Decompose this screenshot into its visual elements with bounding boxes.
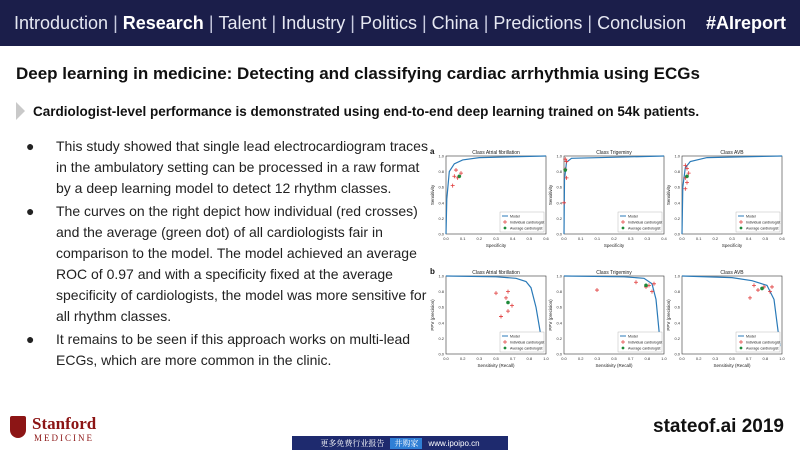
- y-tick-label: 0.2: [438, 215, 444, 221]
- logo-top-text: Stanford: [32, 414, 97, 433]
- legend-label: Individual cardiologist: [628, 340, 663, 345]
- y-tick-label: 1.0: [674, 273, 680, 279]
- nav-separator: |: [208, 12, 214, 33]
- nav-separator: |: [483, 12, 489, 33]
- panel-title: Class Atrial fibrillation: [472, 270, 520, 276]
- banner-text: 更多免费行业报告: [320, 438, 385, 448]
- legend-label: Individual cardiologist: [628, 220, 663, 225]
- chevron-right-icon: [16, 102, 25, 120]
- x-tick-label: 0.8: [762, 356, 769, 361]
- slide-subtitle: Cardiologist-level performance is demonstrated using end-to-end deep learning trained on 54k patients.: [33, 103, 700, 119]
- y-tick-label: 0.6: [556, 304, 562, 310]
- y-tick-label: 0.2: [674, 335, 680, 341]
- average-cardiologist-dot: [760, 287, 764, 291]
- x-tick-label: 0.2: [577, 356, 584, 361]
- legend-label: Individual cardiologist: [746, 340, 781, 345]
- x-axis-label: Sensitivity (Recall): [595, 363, 633, 368]
- chart-panel: [548, 270, 668, 368]
- y-tick-label: 0.8: [674, 169, 680, 175]
- y-tick-label: 1.0: [556, 153, 562, 159]
- x-tick-label: 0.5: [729, 356, 735, 361]
- source-banner[interactable]: [292, 436, 508, 450]
- nav-item-talent[interactable]: Talent: [218, 12, 267, 33]
- x-tick-label: 0.2: [459, 356, 466, 361]
- legend-label: Average cardiologist: [510, 226, 543, 231]
- bullet-item: [22, 329, 432, 371]
- y-axis-label: Sensitivity: [666, 184, 671, 206]
- x-tick-label: 0.4: [509, 236, 516, 241]
- legend-label: Average cardiologist: [628, 346, 661, 351]
- panel-title: Class AVB: [720, 270, 744, 276]
- nav-item-predictions[interactable]: Predictions: [493, 12, 583, 33]
- chart-panel: [430, 270, 550, 368]
- x-tick-label: 0.3: [476, 356, 483, 361]
- y-tick-label: 0.2: [556, 215, 562, 221]
- x-tick-label: 0.3: [594, 356, 601, 361]
- y-tick-label: 0.6: [438, 304, 444, 310]
- y-tick-label: 1.0: [674, 153, 680, 159]
- y-tick-label: 0.6: [556, 184, 562, 190]
- legend-dot-swatch: [504, 347, 507, 350]
- section-nav: [14, 13, 686, 34]
- legend-dot-swatch: [740, 227, 743, 230]
- average-cardiologist-dot: [458, 174, 462, 178]
- y-tick-label: 0.4: [674, 320, 680, 326]
- logo-bottom-text: MEDICINE: [34, 433, 94, 443]
- bullet-text: This study showed that single lead electrocardiogram traces in the ambulatory setting can be processed in a raw format by a deep learning model to detect 12 rhythm classes.: [56, 138, 428, 196]
- legend-dot-swatch: [504, 227, 507, 230]
- y-axis-label: PPV (precision): [548, 299, 553, 331]
- chart-panel: [430, 150, 550, 248]
- y-tick-label: 1.0: [438, 273, 444, 279]
- x-tick-label: 1.0: [543, 356, 549, 361]
- x-tick-label: 0.1: [577, 236, 584, 241]
- y-tick-label: 0.8: [556, 289, 562, 295]
- x-tick-label: 0.0: [443, 236, 449, 241]
- x-tick-label: 0.3: [493, 236, 499, 241]
- x-tick-label: 0.3: [627, 236, 634, 241]
- x-tick-label: 0.7: [745, 356, 752, 361]
- subtitle-row: [16, 102, 699, 120]
- x-tick-label: 0.5: [493, 356, 499, 361]
- y-tick-label: 0.8: [674, 289, 680, 295]
- nav-item-industry[interactable]: Industry: [281, 12, 346, 33]
- legend-label: Individual cardiologist: [510, 220, 545, 225]
- nav-item-research[interactable]: Research: [122, 12, 204, 33]
- bullet-dot-icon: ●: [26, 138, 35, 154]
- y-axis-label: PPV (precision): [430, 299, 435, 331]
- x-tick-label: 0.4: [745, 236, 752, 241]
- x-tick-label: 0.2: [712, 236, 719, 241]
- legend-label: Average cardiologist: [746, 226, 779, 231]
- x-tick-label: 0.2: [611, 236, 617, 241]
- panel-letter: b: [430, 267, 435, 276]
- x-tick-label: 0.8: [526, 356, 533, 361]
- y-tick-label: 0.4: [438, 320, 444, 326]
- y-tick-label: 0.8: [438, 169, 444, 175]
- bullet-item: [22, 136, 432, 199]
- chart-panel: [666, 270, 786, 368]
- y-tick-label: 0.2: [556, 335, 562, 341]
- bullet-item: [22, 201, 432, 327]
- brand-footer: stateof.ai 2019: [653, 416, 784, 437]
- x-tick-label: 0.5: [611, 356, 617, 361]
- x-tick-label: 0.7: [627, 356, 634, 361]
- bullet-text: The curves on the right depict how individual (red crosses) and the average (green dot) of all cardiologists fair in comparison to the model. The model achieved an average ROC of 0.97 and with a specificity fixed at the average specificity of cardiologists, the model was more sensitive for all rhythm classes.: [56, 203, 427, 324]
- slide-title: Deep learning in medicine: Detecting and classifying cardiac arrhythmia using ECGs: [16, 64, 700, 83]
- hashtag-label: #AIreport: [705, 12, 786, 33]
- x-axis-label: Specificity: [721, 243, 743, 248]
- x-tick-label: 0.6: [543, 236, 549, 241]
- y-tick-label: 0.0: [556, 351, 562, 357]
- legend-label: Model: [628, 334, 638, 339]
- x-tick-label: 1.0: [661, 356, 667, 361]
- x-tick-label: 0.5: [762, 236, 769, 241]
- y-tick-label: 0.8: [556, 169, 562, 175]
- banner-badge: 井购家: [390, 438, 422, 449]
- legend-dot-swatch: [622, 347, 625, 350]
- x-tick-label: 0.6: [779, 236, 785, 241]
- figure-svg: [428, 146, 788, 386]
- legend-label: Individual cardiologist: [510, 340, 545, 345]
- y-tick-label: 0.4: [438, 200, 444, 206]
- y-axis-label: PPV (precision): [666, 299, 671, 331]
- nav-separator: |: [350, 12, 355, 33]
- legend-label: Model: [510, 214, 520, 219]
- y-tick-label: 1.0: [556, 273, 562, 279]
- panel-title: Class AVB: [720, 150, 744, 156]
- nav-separator: |: [587, 12, 593, 33]
- y-tick-label: 0.4: [556, 320, 562, 326]
- x-axis-label: Specificity: [485, 243, 507, 248]
- x-tick-label: 0.3: [644, 236, 651, 241]
- x-axis-label: Specificity: [603, 243, 625, 248]
- x-tick-label: 0.4: [661, 236, 667, 241]
- x-tick-label: 0.8: [644, 356, 651, 361]
- bullet-list: [22, 136, 432, 373]
- legend-label: Model: [746, 214, 756, 219]
- banner-url[interactable]: www.ipoipo.cn: [428, 438, 480, 448]
- average-cardiologist-dot: [563, 168, 567, 172]
- y-axis-label: Sensitivity: [430, 184, 435, 206]
- legend-label: Model: [746, 334, 756, 339]
- nav-separator: |: [113, 12, 118, 33]
- x-tick-label: 0.2: [476, 236, 483, 241]
- legend-label: Model: [510, 334, 520, 339]
- y-tick-label: 1.0: [438, 153, 444, 159]
- legend-dot-swatch: [622, 227, 625, 230]
- y-tick-label: 0.6: [674, 184, 680, 190]
- top-navigation-bar: [0, 0, 800, 46]
- nav-item-politics[interactable]: Politics: [359, 12, 417, 33]
- average-cardiologist-dot: [644, 284, 648, 288]
- x-tick-label: 0.1: [459, 236, 466, 241]
- panel-title: Class Atrial fibrillation: [472, 150, 520, 156]
- y-tick-label: 0.0: [438, 351, 444, 357]
- legend-label: Individual cardiologist: [746, 220, 781, 225]
- x-tick-label: 0.0: [679, 356, 685, 361]
- chart-panel: [666, 150, 786, 248]
- legend-dot-swatch: [740, 347, 743, 350]
- y-tick-label: 0.6: [674, 304, 680, 310]
- panel-title: Class Trigeminy: [596, 270, 632, 276]
- y-tick-label: 0.2: [438, 335, 444, 341]
- legend-label: Average cardiologist: [746, 346, 779, 351]
- x-axis-label: Sensitivity (Recall): [713, 363, 751, 368]
- y-tick-label: 0.2: [674, 215, 680, 221]
- nav-item-china[interactable]: China: [431, 12, 479, 33]
- nav-separator: |: [421, 12, 427, 33]
- x-tick-label: 0.7: [509, 356, 516, 361]
- x-tick-label: 0.0: [443, 356, 449, 361]
- nav-separator: |: [271, 12, 277, 33]
- shield-icon: [10, 416, 26, 438]
- bullet-dot-icon: ●: [26, 203, 35, 219]
- average-cardiologist-dot: [685, 174, 689, 178]
- y-tick-label: 0.4: [556, 200, 562, 206]
- x-tick-label: 0.3: [712, 356, 719, 361]
- roc-pr-figure: [428, 146, 788, 386]
- panel-letter: a: [430, 147, 435, 156]
- y-tick-label: 0.8: [438, 289, 444, 295]
- x-tick-label: 0.1: [695, 236, 702, 241]
- panel-title: Class Trigeminy: [596, 150, 632, 156]
- x-tick-label: 0.3: [729, 236, 735, 241]
- y-tick-label: 0.0: [674, 351, 680, 357]
- x-tick-label: 0.2: [695, 356, 702, 361]
- x-tick-label: 1.0: [779, 356, 785, 361]
- bullet-dot-icon: ●: [26, 331, 35, 347]
- nav-item-introduction[interactable]: Introduction: [14, 12, 109, 33]
- y-tick-label: 0.6: [438, 184, 444, 190]
- y-tick-label: 0.0: [438, 231, 444, 237]
- x-tick-label: 0.0: [679, 236, 685, 241]
- bullet-text: It remains to be seen if this approach works on multi-lead ECGs, which are more common in the clinic.: [56, 331, 411, 368]
- average-cardiologist-dot: [506, 301, 510, 305]
- y-tick-label: 0.0: [674, 231, 680, 237]
- nav-item-conclusion[interactable]: Conclusion: [597, 12, 687, 33]
- y-tick-label: 0.0: [556, 231, 562, 237]
- chart-panel: [548, 150, 668, 248]
- x-axis-label: Sensitivity (Recall): [477, 363, 515, 368]
- x-tick-label: 0.5: [526, 236, 533, 241]
- legend-label: Average cardiologist: [628, 226, 661, 231]
- x-tick-label: 0.1: [594, 236, 601, 241]
- legend-label: Model: [628, 214, 638, 219]
- y-axis-label: Sensitivity: [548, 184, 553, 206]
- x-tick-label: 0.0: [561, 356, 567, 361]
- y-tick-label: 0.4: [674, 200, 680, 206]
- x-tick-label: 0.0: [561, 236, 567, 241]
- legend-label: Average cardiologist: [510, 346, 543, 351]
